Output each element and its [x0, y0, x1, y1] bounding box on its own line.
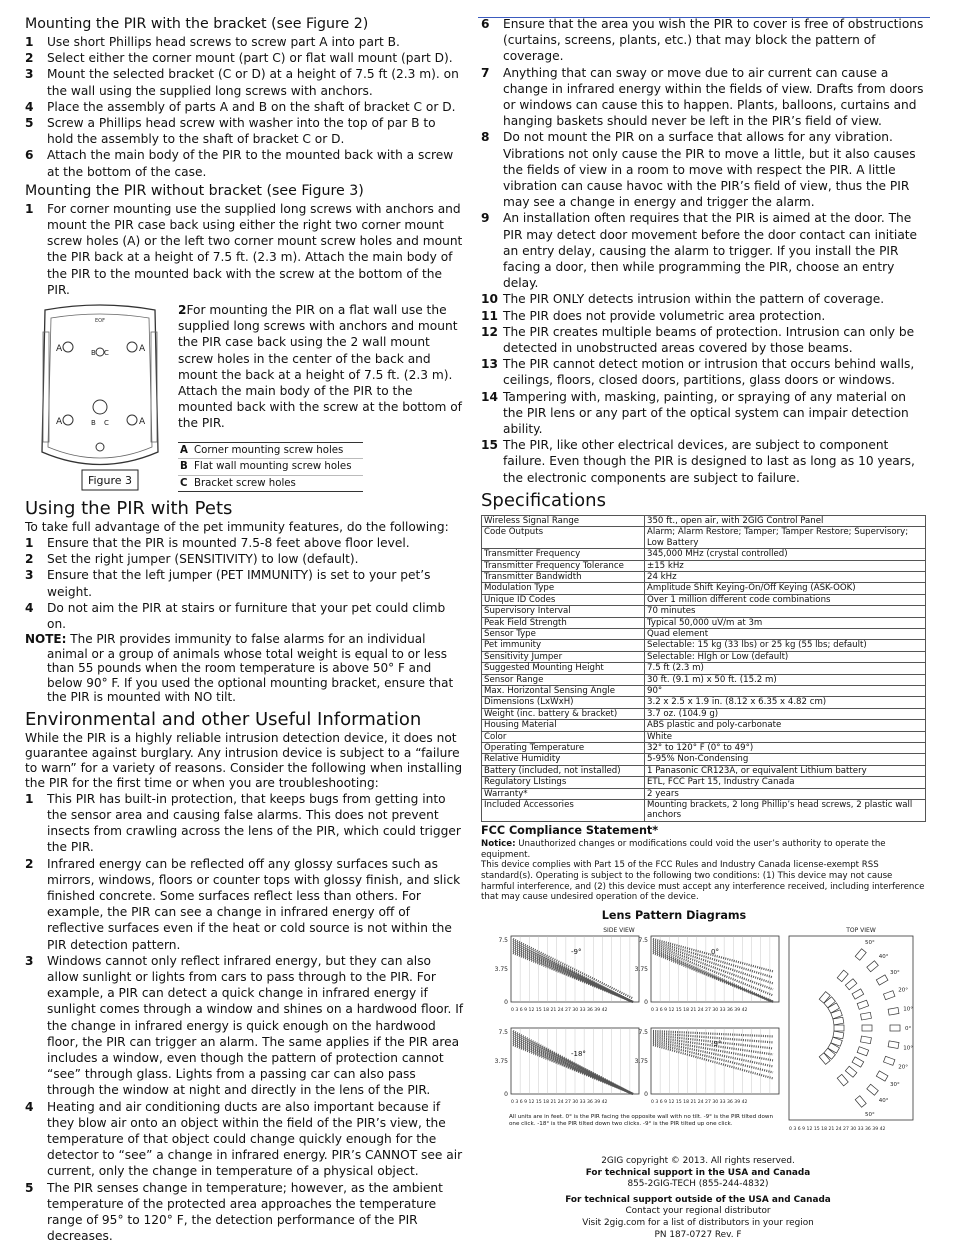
top-angle: 20°	[898, 987, 908, 994]
tilt-angle: 0°	[711, 948, 719, 957]
list-item: 4 Do not aim the PIR at stairs or furniture that your pet could climb on.	[25, 600, 446, 632]
list-item: 15 The PIR, like other electrical devices, are subject to component failure. Even though the PIR is designed to last as long as 10 years, the electronic components are subject to failure.	[481, 438, 915, 485]
list-item: 2 Set the right jumper (SENSITIVITY) to low (default).	[25, 552, 359, 567]
svg-text:A: A	[56, 417, 63, 428]
env-steps-list	[25, 791, 465, 1244]
list-item: 1 This PIR has built-in protection, that keeps bugs from getting into the sensor area and causing false alarms. This does not prevent insects from crawling across the lens of the PIR, which could trigger the PIR.	[25, 791, 461, 855]
heading-mount-bracket: Mounting the PIR with the bracket (see Figure 2)	[25, 16, 369, 32]
table-row: Sensitivity Jumper Selectable: HIgh or Low (default)	[482, 651, 926, 662]
side-view-label: SIDE VIEW	[603, 927, 635, 935]
heading-specifications: Specifications	[481, 489, 606, 511]
list-item: 2 Infrared energy can be reflected off any glossy surfaces such as mirrors, windows, floors or counter tops with glossy finish, and slick finished concrete. Some surfaces reflect less than others. For example, the PIR can see a change in infrared energy off of reflective surfaces even if the heat or cold source is not within the PIR detection pattern.	[25, 856, 461, 952]
x-ticks: 0 3 6 9 12 15 18 21 24 27 30 33 36 39 42	[511, 1008, 608, 1014]
table-row: Dimensions (LxWxH) 3.2 x 2.5 x 1.9 in. (8.12 x 6.35 x 4.82 cm)	[482, 697, 926, 708]
table-row: Transmitter Bandwidth 24 kHz	[482, 571, 926, 582]
wall-mount-step	[178, 302, 465, 495]
y-tick: 7.5	[638, 937, 648, 945]
top-angle: 10°	[903, 1006, 914, 1013]
top-x-ticks: 0 3 6 9 12 15 18 21 24 27 30 33 36 39 42	[789, 1127, 886, 1133]
table-row: Wireless Signal Range 350 ft., open air, with 2GIG Control Panel	[482, 515, 926, 526]
heading-environment: Environmental and other Useful Information	[25, 708, 422, 730]
svg-text:B: B	[91, 419, 96, 428]
table-row: Battery (included, not installed) 1 Panasonic CR123A, or equivalent Lithium battery	[482, 765, 926, 776]
env-intro: While the PIR is a highly reliable intrusion detection device, it does not guarantee against burglary. Any intrusion device is subject to a “failure to warn” for a variety of reasons. Consider the following when installing the PIR for the first time or when you are troubleshooting:	[25, 730, 463, 790]
figure-3	[25, 302, 175, 495]
legend-row: A Corner mounting screw holes	[180, 444, 344, 456]
tilt-angle: -9°	[711, 1040, 722, 1049]
svg-text:C: C	[104, 419, 109, 428]
figure-legend	[178, 442, 363, 493]
list-item: 5 Screw a Phillips head screw with washer into the top of par B to hold the assembly to the shaft of bracket C or D.	[25, 116, 436, 147]
list-item: 2 Select either the corner mount (part C) or flat wall mount (part D).	[25, 51, 453, 66]
top-angle: 30°	[889, 1082, 900, 1089]
list-item: 6 Ensure that the area you wish the PIR to cover is free of obstructions (curtains, screens, plants, etc.) that may block the pattern of coverage.	[481, 17, 924, 64]
env-steps-cont-list	[481, 16, 926, 486]
y-tick: 3.75	[494, 966, 508, 974]
table-row: Modulation Type Amplitude Shift Keying-On/Off Keying (ASK-OOK)	[482, 583, 926, 594]
svg-text:EOF: EOF	[95, 318, 105, 325]
list-item: 3 Ensure that the left jumper (PET IMMUNITY) is set to your pet’s weight.	[25, 568, 431, 599]
list-item: 9 An installation often requires that the PIR is aimed at the door. The PIR may detect door movement before the door contact can initiate an entry delay, causing the alarm to trigger. If you install the PIR facing a door, then while programming the PIR, choose an entry delay.	[481, 211, 918, 291]
y-tick: 7.5	[498, 1029, 508, 1037]
top-angle: 30°	[889, 970, 900, 977]
list-item: 4 Heating and air conditioning ducts are also important because if they blow air onto an object within the field of the PIR’s view, the temperature of that object could change quickly enough for the detector to “see” a change in infrared energy. PIR’s CANNOT see air current, only the change in temperature of a physical object.	[25, 1099, 463, 1179]
pets-intro: To take full advantage of the pet immunity features, do the following:	[25, 520, 449, 535]
list-item: 5 The PIR senses change in temperature; however, as the ambient temperature of the protected area approaches the temperature range of 95° to 120° F, the detection performance of the PIR decreases.	[25, 1180, 443, 1244]
top-angle: 50°	[864, 940, 875, 947]
tilt-angle: -18°	[571, 1050, 586, 1059]
table-row: Max. Horizontal Sensing Angle 90°	[482, 685, 926, 696]
table-row: Housing Material ABS plastic and poly-carbonate	[482, 720, 926, 731]
heading-pets: Using the PIR with Pets	[25, 498, 233, 520]
list-item: 1 For corner mounting use the supplied long screws with anchors and mount the PIR case back using either the right two corner mount screw holes (A) or the left two corner mount screw holes and mount the PIR back at a height of 7.5 ft. (2.3 m). Attach the main body of the PIR to the mounted back with the screw at the bottom of the PIR.	[25, 201, 463, 297]
top-angle: 20°	[898, 1064, 908, 1071]
svg-text:Figure 3: Figure 3	[87, 474, 133, 488]
list-item: 13 The PIR cannot detect motion or intrusion that occurs behind walls, ceilings, floors, closed doors, partitions, glass doors or windows.	[481, 357, 915, 388]
zone-mark	[861, 1036, 872, 1044]
footer: 2GIG copyright © 2013. All rights reserved. For technical support in the USA and Canada 855-2GIG-TECH (855-244-4832) For technical support outside of the USA and Canada Contact your regional distributor Visit 2gig.com for a list of distributors in your region PN 187-0727 Rev. F	[469, 1156, 927, 1241]
table-row: Warranty* 2 years	[482, 788, 926, 799]
table-row: Sensor Type Quad element	[482, 628, 926, 639]
y-tick: 3.75	[634, 1058, 648, 1066]
y-tick: 0	[504, 1091, 508, 1099]
y-tick: 0	[504, 999, 508, 1007]
lens-title: Lens Pattern Diagrams	[601, 909, 747, 923]
pets-note: NOTE: The PIR provides immunity to false alarms for an individual animal or a group of animals whose total weight is equal to or less than 55 pounds when the room temperature is above 50° F and below 90° F. If you used the optional mounting bracket, ensure that the PIR is mounted with NO tilt.	[25, 632, 454, 705]
figure-3-block	[25, 302, 465, 495]
lens-note: All units are in feet. 0° is the PIR facing the opposite wall with no tilt. -9° is the PIR tilted down one click. -18° is the PIR tilted down two clicks. -9° is the PIR tilted up one click.	[509, 1114, 773, 1128]
table-row: Transmitter Frequency Tolerance ±15 kHz	[482, 560, 926, 571]
top-angle: 40°	[878, 954, 889, 961]
list-item: 7 Anything that can sway or move due to air current can cause a change in infrared energy within the fields of view. Drafts from doors or windows can cause this to happen. Plants, balloons, curtains and hanging baskets should never be left in the PIR’s field of view.	[481, 65, 924, 129]
top-angle: 40°	[878, 1098, 889, 1105]
table-row: Operating Temperature 32° to 120° F (0° to 49°)	[482, 743, 926, 754]
list-item: 8 Do not mount the PIR on a surface that allows for any vibration. Vibrations not only cause the PIR to move a little, but it also causes the fields of view in a room to move with respect the PIR. A little vibration can cause havoc with the PIR’s field of view, thus the PIR may see a change in energy and trigger the alarm.	[481, 130, 916, 210]
list-item: 1 Ensure that the PIR is mounted 7.5-8 feet above floor level.	[25, 536, 410, 551]
fcc-text: This device complies with Part 15 of the FCC Rules and Industry Canada license-exempt RSS standard(s). Operating is subject to the following two conditions: (1) This device may not cause harmful interference, and (2) this device must accept any interference received, including interference that may cause undesired operation of the device.	[481, 860, 925, 903]
x-ticks: 0 3 6 9 12 15 18 21 24 27 30 33 36 39 42	[651, 1100, 748, 1106]
table-row: Color White	[482, 731, 926, 742]
x-ticks: 0 3 6 9 12 15 18 21 24 27 30 33 36 39 42	[511, 1100, 608, 1106]
tilt-angle: -9°	[571, 948, 582, 957]
spec-table	[481, 515, 926, 822]
table-row: Supervisory Interval 70 minutes	[482, 606, 926, 617]
table-row: Peak Field Strength Typical 50,000 uV/m at 3m	[482, 617, 926, 628]
list-item: 4 Place the assembly of parts A and B on the shaft of bracket C or D.	[25, 99, 456, 114]
zone-mark	[861, 1012, 872, 1020]
bracket-steps-list	[25, 34, 465, 180]
table-row: Regulatory LIstings ETL, FCC Part 15, Industry Canada	[482, 777, 926, 788]
table-row: Code Outputs Alarm; Alarm Restore; Tamper; Tamper Restore; Supervisory; Low Battery	[482, 527, 926, 549]
top-angle: 10°	[903, 1045, 914, 1052]
table-row: Sensor Range 30 ft. (9.1 m) x 50 ft. (15.2 m)	[482, 674, 926, 685]
svg-text:A: A	[139, 417, 146, 428]
left-column	[25, 16, 465, 1244]
y-tick: 7.5	[498, 937, 508, 945]
zone-mark	[833, 1017, 844, 1025]
zone-mark	[890, 1025, 900, 1031]
top-angle: 0°	[905, 1026, 912, 1033]
table-row: Included Accessories Mounting brackets, 2 long Phillip’s head screws, 2 plastic wall anchors	[482, 800, 926, 822]
table-row: Relative Humidity 5-95% Non-Condensing	[482, 754, 926, 765]
table-row: Unique ID Codes Over 1 million different code combinations	[482, 594, 926, 605]
list-item: 11 The PIR does not provide volumetric area protection.	[481, 308, 826, 323]
legend-row: B Flat wall mounting screw holes	[178, 458, 363, 475]
zone-mark	[834, 1025, 844, 1031]
lens-pattern-diagrams	[481, 922, 921, 1152]
list-item: 3 Mount the selected bracket (C or D) at a height of 7.5 ft (2.3 m). on the wall using the supplied long screws with anchors.	[25, 67, 459, 98]
table-row: Suggested Mounting Height 7.5 ft (2.3 m)	[482, 663, 926, 674]
svg-text:C: C	[104, 349, 109, 358]
right-column	[481, 16, 927, 1241]
svg-text:B: B	[91, 349, 96, 358]
y-tick: 3.75	[494, 1058, 508, 1066]
top-angle: 50°	[864, 1111, 875, 1118]
list-item: 3 Windows cannot only reflect infrared energy, but they can also allow sunlight or lights from cars to pass through to the PIR. For example, a PIR can detect a quick change in infrared energy if sunlight comes through a window and shines on a hardwood floor. If the change in infrared energy is quick enough on the hardwood floor, the PIR can trigger an alarm. The same applies if the PIR area includes a window, even though the pattern of protection cannot “see” through glass. Lights from a passing car can also pass through the window at night and directly in the lens of the PIR.	[25, 953, 464, 1098]
table-row: Weight (inc. battery & bracket) 3.7 oz. (104.9 g)	[482, 708, 926, 719]
pets-steps-list	[25, 535, 465, 632]
y-tick: 0	[644, 999, 648, 1007]
part-number: PN 187-0727 Rev. F	[654, 1229, 742, 1240]
zone-mark	[862, 1025, 872, 1031]
svg-text:A: A	[139, 344, 146, 355]
list-item: 1 Use short Phillips head screws to screw part A into part B.	[25, 35, 400, 49]
fcc-heading: FCC Compliance Statement*	[481, 823, 659, 837]
table-row: Pet immunity Selectable: 15 kg (33 lbs) or 25 kg (55 lbs; default)	[482, 640, 926, 651]
svg-text:A: A	[56, 344, 63, 355]
list-item: 10 The PIR ONLY detects intrusion within the pattern of coverage.	[481, 292, 885, 307]
zone-mark	[888, 1041, 899, 1049]
top-view-label: TOP VIEW	[846, 927, 876, 935]
list-item: 14 Tampering with, masking, painting, or spraying of any material on the PIR lens or any part of the optical system can impair detection ability.	[481, 389, 909, 437]
copyright: 2GIG copyright © 2013. All rights reserved.	[601, 1156, 795, 1167]
fcc-notice: Notice: Unauthorized changes or modifications could void the user’s authority to operate the equipment.	[481, 838, 886, 860]
heading-mount-no-bracket: Mounting the PIR without bracket (see Figure 3)	[25, 182, 364, 199]
y-tick: 0	[644, 1091, 648, 1099]
pir-back-diagram	[25, 302, 175, 495]
support-phone: 855-2GIG-TECH (855-244-4832)	[627, 1179, 769, 1190]
list-item: 6 Attach the main body of the PIR to the mounted back with a screw at the bottom of the case.	[25, 148, 454, 179]
table-row: Transmitter Frequency 345,000 MHz (crystal controlled)	[482, 549, 926, 560]
x-ticks: 0 3 6 9 12 15 18 21 24 27 30 33 36 39 42	[651, 1008, 748, 1014]
y-tick: 3.75	[634, 966, 648, 974]
list-item: 2For mounting the PIR on a flat wall use the supplied long screws with anchors and mount the PIR case back using the 2 wall mount screw holes in the center of the back and mount the back at a height of 7.5 ft. (2.3 m). Attach the main body of the PIR to the mounted back with the screw at the bottom of the PIR.	[178, 303, 462, 431]
list-item: 12 The PIR creates multiple beams of protection. Intrusion can only be detected in unobstructed areas covered by those beams.	[481, 324, 915, 356]
y-tick: 7.5	[638, 1029, 648, 1037]
legend-row: C Bracket screw holes	[178, 475, 363, 492]
zone-mark	[888, 1008, 899, 1016]
